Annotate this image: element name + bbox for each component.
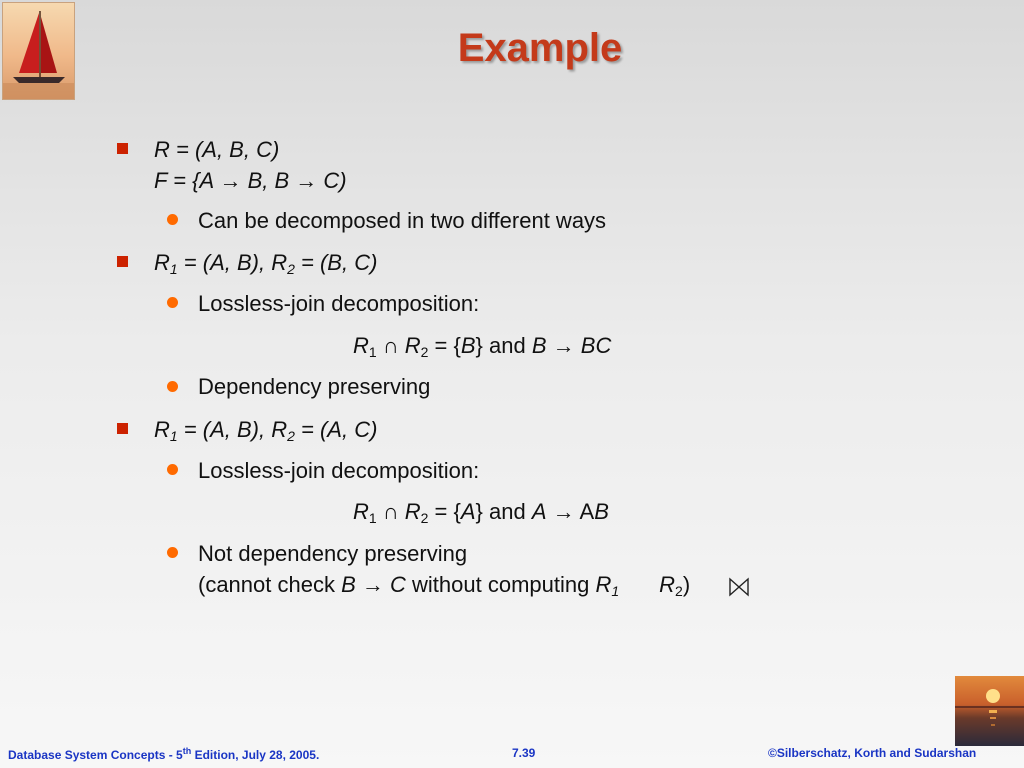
bullet-square [117,256,128,267]
bullet-square [117,143,128,154]
natural-join-icon [728,576,750,598]
formula-intersection-2: $R_1$ ∩ $R_2 = \{A\}$ and A → AB [353,499,609,526]
sub-bullet-text-cont: (cannot check B → C without computing $R_1$ $R_2$) [198,572,691,599]
decomposition-1: $R_1 = (A$, B), $R_2 = (B$, C) [154,250,378,277]
sub-bullet-text: Lossless-join decomposition: [198,291,480,316]
bullet-dot [167,464,178,475]
bullet-dot [167,547,178,558]
bullet-dot [167,297,178,308]
bullet-dot [167,214,178,225]
bullet-dot [167,381,178,392]
decomposition-2: $R_1 = (A$, B), $R_2 = (A$, C) [154,417,378,444]
footer-copyright: ©Silberschatz, Korth and Sudarshan [768,746,977,760]
footer-page-number: 7.39 [512,746,536,760]
sunset-icon [955,676,1024,746]
sub-bullet-text: Dependency preserving [198,374,431,399]
sub-bullet-text: Lossless-join decomposition: [198,458,480,483]
slide-title: Example [457,26,623,70]
sunset-logo [955,676,1024,746]
relation-r-definition: R = (A, B, C) [154,137,280,162]
formula-intersection-1: $R_1$ ∩ $R_2 = \{B\}$ and B → BC [353,333,612,360]
footer-left: Database System Concepts - 5th Edition, July 28, 2005. [8,746,320,762]
dependency-set-f: F = {A → B, B → C) [154,168,347,193]
sub-bullet-text: Can be decomposed in two different ways [198,208,607,233]
bullet-square [117,423,128,434]
sub-bullet-text: Not dependency preserving [198,541,468,566]
